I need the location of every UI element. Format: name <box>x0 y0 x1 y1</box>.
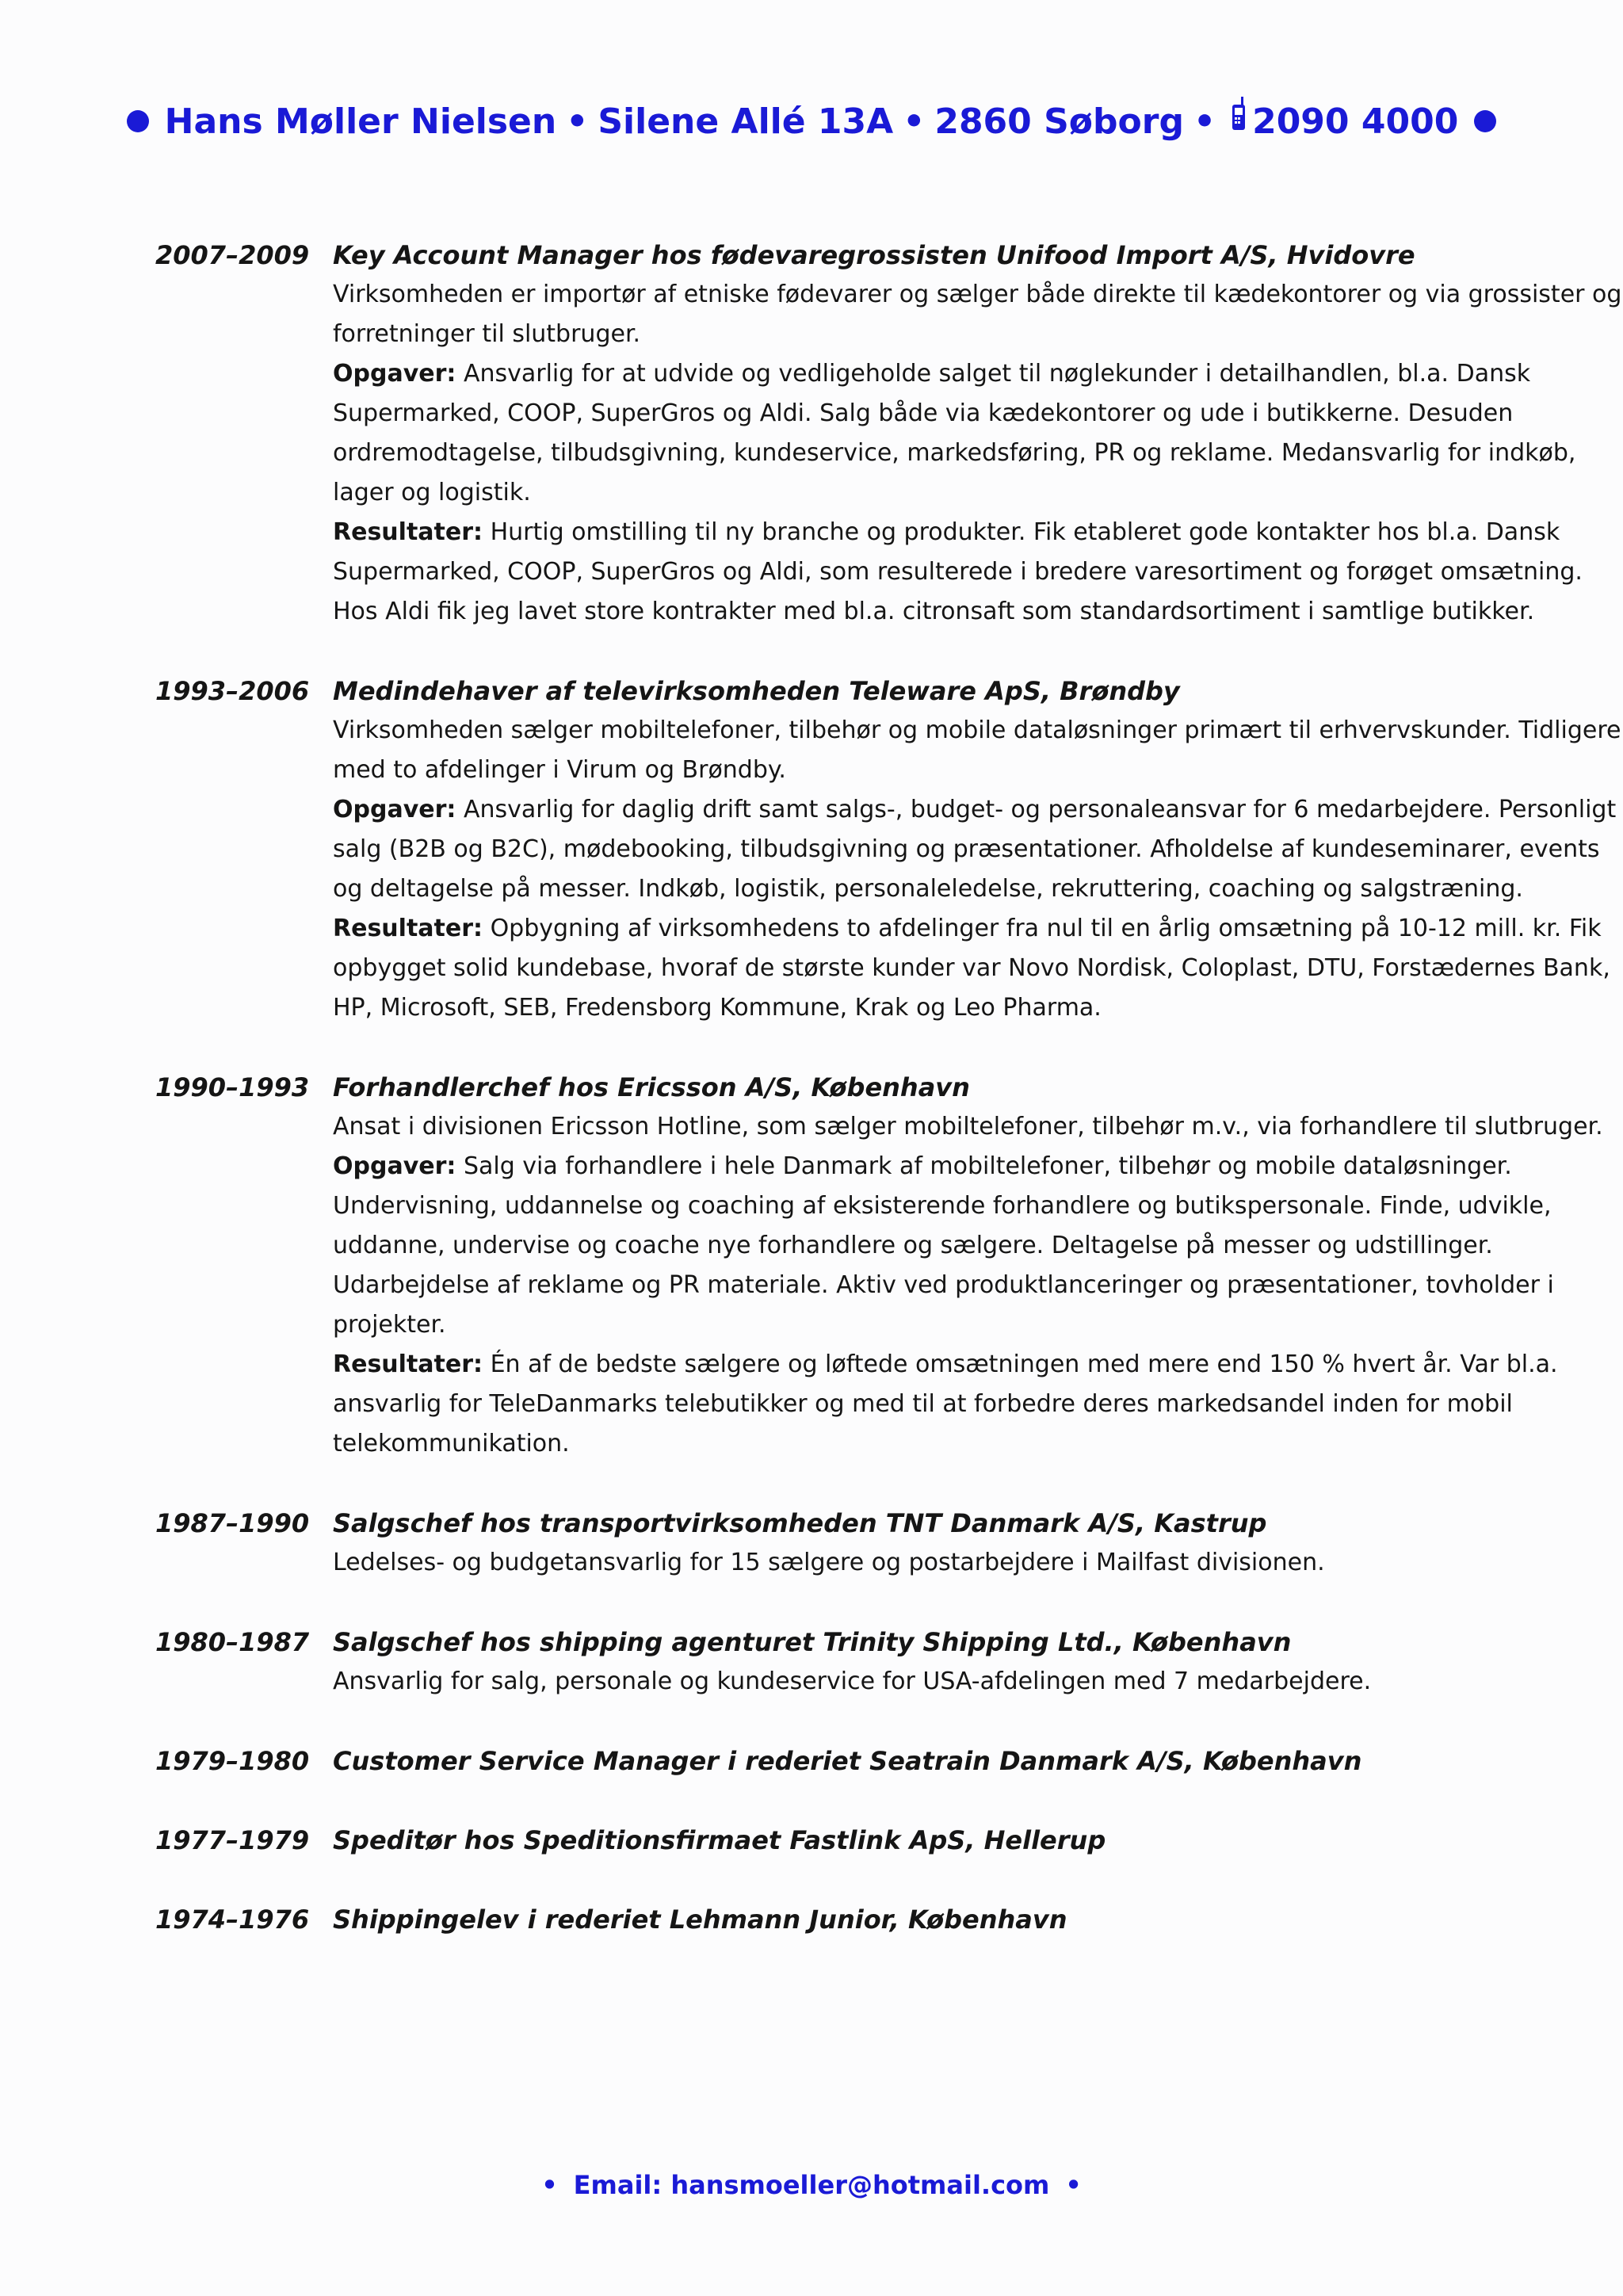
entry-years: 2007–2009 <box>155 240 310 270</box>
tasks-label: Opgaver: <box>333 1152 456 1180</box>
entry-tasks <box>333 1147 1623 1345</box>
tasks-text: Salg via forhandlere i hele Danmark af mobiltelefoner, tilbehør og mobile dataløsninger. Undervisning, uddannelse og coaching af eksisterende forhandlere og butikspersonale. Finde, udvikle, uddanne, undervise og coache nye forhandlere og sælgere. Deltagelse på messer og udstillinger. Udarbejdelse af reklame og PR materiale. Aktiv ved produktlanceringer og præsentationer, tovholder i projekter. <box>333 1152 1554 1339</box>
entry-years: 1979–1980 <box>155 1746 310 1776</box>
address: Silene Allé 13A <box>598 101 894 142</box>
entry-title: Shippingelev i rederiet Lehmann Junior, København <box>333 1904 1067 1935</box>
entry-title: Key Account Manager hos fødevaregrossisten Unifood Import A/S, Hvidovre <box>333 240 1415 270</box>
experience-list <box>155 235 1622 1979</box>
entry-title: Medindehaver af televirksomheden Teleware ApS, Brøndby <box>333 676 1180 706</box>
experience-entry <box>155 1820 1503 1860</box>
experience-entry <box>155 1622 1503 1702</box>
entry-results <box>333 1345 1623 1464</box>
entry-description: Ansat i divisionen Ericsson Hotline, som sælger mobiltelefoner, tilbehør m.v., via forhandlere til slutbruger. <box>333 1113 1603 1140</box>
experience-entry <box>155 1068 1603 1464</box>
tasks-text: Ansvarlig for at udvide og vedligeholde salget til nøglekunder i detailhandlen, bl.a. Dansk Supermarked, COOP, SuperGros og Aldi. Salg både via kædekontorer og ude i butikkerne. Desuden ordremodtagelse, tilbudsgivning, kundeservice, markedsføring, PR og reklame. Medansvarlig for indkøb, lager og logistik. <box>333 360 1576 506</box>
entry-description: Virksomheden er importør af etniske fødevarer og sælger både direkte til kædekontorer og via grossister og forretninger til slutbruger. <box>333 281 1622 348</box>
separator: • <box>903 101 926 142</box>
entry-results <box>333 909 1623 1028</box>
results-text: Én af de bedste sælgere og løftede omsætningen med mere end 150 % hvert år. Var bl.a. ansvarlig for TeleDanmarks telebutikker og med til at forbedre deres markedsandel inden for mobil telekommunikation. <box>333 1350 1558 1457</box>
results-label: Resultater: <box>333 1350 483 1378</box>
entry-title: Salgschef hos transportvirksomheden TNT Danmark A/S, Kastrup <box>333 1508 1267 1538</box>
phone: 2090 4000 <box>1252 101 1459 142</box>
bullet-icon <box>127 110 149 132</box>
entry-description: Virksomheden sælger mobiltelefoner, tilbehør og mobile dataløsninger primært til erhvervskunder. Tidligere med to afdelinger i Virum og Brøndby. <box>333 716 1621 784</box>
city: 2860 Søborg <box>934 101 1184 142</box>
tasks-label: Opgaver: <box>333 796 456 823</box>
entry-years: 1990–1993 <box>155 1072 310 1102</box>
email-link[interactable]: hansmoeller@hotmail.com <box>670 2170 1050 2200</box>
entry-description: Ledelses- og budgetansvarlig for 15 sælgere og postarbejdere i Mailfast divisionen. <box>333 1549 1325 1576</box>
mobile-phone-icon <box>1230 97 1247 144</box>
entry-tasks <box>333 790 1623 909</box>
tasks-label: Opgaver: <box>333 360 456 388</box>
entry-title: Speditør hos Speditionsfirmaet Fastlink ApS, Hellerup <box>333 1825 1106 1855</box>
entry-years: 1977–1979 <box>155 1825 310 1855</box>
bullet-icon <box>1474 110 1496 132</box>
entry-description: Ansvarlig for salg, personale og kundeservice for USA-afdelingen med 7 medarbejdere. <box>333 1668 1372 1695</box>
results-text: Hurtig omstilling til ny branche og produkter. Fik etableret gode kontakter hos bl.a. Dansk Supermarked, COOP, SuperGros og Aldi, som resulterede i bredere varesortiment og forøget omsætning. Hos Aldi fik jeg lavet store kontrakter med bl.a. citronsaft som standardsortiment i samtlige butikker. <box>333 518 1583 625</box>
results-text: Opbygning af virksomhedens to afdelinger fra nul til en årlig omsætning på 10-12 mill. kr. Fik opbygget solid kundebase, hvoraf de største kunder var Novo Nordisk, Coloplast, DTU, Forstædernes Bank, HP, Microsoft, SEB, Fredensborg Kommune, Krak og Leo Pharma. <box>333 915 1610 1022</box>
entry-title: Forhandlerchef hos Ericsson A/S, København <box>333 1072 970 1102</box>
entry-years: 1980–1987 <box>155 1627 310 1657</box>
entry-years: 1987–1990 <box>155 1508 310 1538</box>
results-label: Resultater: <box>333 915 483 942</box>
entry-tasks <box>333 354 1623 513</box>
entry-results <box>333 513 1623 632</box>
contact-header <box>0 97 1623 151</box>
entry-years: 1993–2006 <box>155 676 310 706</box>
separator: • <box>566 101 589 142</box>
tasks-text: Ansvarlig for daglig drift samt salgs-, budget- og personaleansvar for 6 medarbejdere. Personligt salg (B2B og B2C), mødebooking, tilbudsgivning og præsentationer. Afholdelse af kundeseminarer, events og deltagelse på messer. Indkøb, logistik, personaleledelse, rekruttering, coaching og salgstræning. <box>333 796 1617 903</box>
name: Hans Møller Nielsen <box>164 101 557 142</box>
entry-years: 1974–1976 <box>155 1904 310 1935</box>
experience-entry <box>155 1741 1503 1781</box>
experience-entry <box>155 671 1621 1028</box>
experience-entry <box>155 1900 1503 1939</box>
experience-entry <box>155 1503 1503 1583</box>
email-label: Email: <box>573 2170 663 2200</box>
entry-title: Customer Service Manager i rederiet Seatrain Danmark A/S, København <box>333 1746 1362 1776</box>
bullet-icon: • <box>1065 2170 1082 2200</box>
footer <box>0 2165 1623 2205</box>
results-label: Resultater: <box>333 518 483 546</box>
experience-entry <box>155 235 1622 632</box>
entry-title: Salgschef hos shipping agenturet Trinity Shipping Ltd., København <box>333 1627 1292 1657</box>
separator: • <box>1193 101 1216 142</box>
bullet-icon: • <box>541 2170 558 2200</box>
